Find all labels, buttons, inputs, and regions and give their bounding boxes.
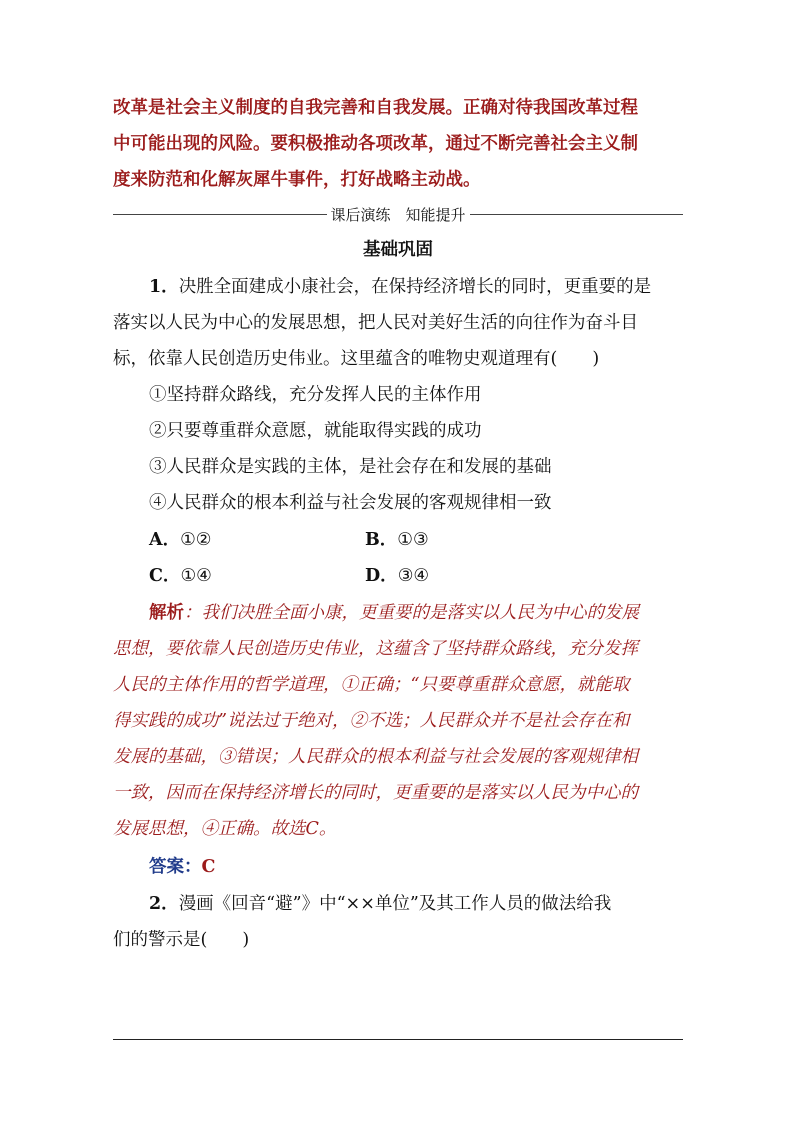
option-d bbox=[365, 564, 429, 588]
intro-line: 中可能出现的风险。要积极推动各项改革，通过不断完善社会主义制 bbox=[113, 134, 638, 154]
option-b bbox=[365, 528, 429, 552]
question-2-text: 漫画《回音“避”》中“××单位”及其工作人员的做法给我 bbox=[178, 894, 612, 914]
statement-3: ③人民群众是实践的主体，是社会存在和发展的基础 bbox=[149, 457, 552, 477]
section-title: 基础巩固 bbox=[363, 240, 433, 260]
statement-1: ①坚持群众路线，充分发挥人民的主体作用 bbox=[149, 385, 482, 405]
option-letter: A． bbox=[149, 530, 181, 550]
analysis-line: 发展的基础，③错误；人民群众的根本利益与社会发展的客观规律相 bbox=[113, 747, 638, 767]
analysis-line: 思想，要依靠人民创造历史伟业，这蕴含了坚持群众路线，充分发挥 bbox=[113, 639, 638, 659]
answer-line bbox=[113, 855, 719, 879]
question-1-number: 1． bbox=[149, 277, 179, 297]
intro-line: 度来防范和化解灰犀牛事件，打好战略主动战。 bbox=[113, 170, 481, 190]
intro-line: 改革是社会主义制度的自我完善和自我发展。正确对待我国改革过程 bbox=[113, 98, 638, 118]
analysis-line bbox=[113, 601, 719, 625]
analysis-line: 一致，因而在保持经济增长的同时，更重要的是落实以人民为中心的 bbox=[113, 783, 638, 803]
analysis-line: 得实践的成功”说法过于绝对，②不选；人民群众并不是社会存在和 bbox=[113, 711, 630, 731]
answer-label: 答案： bbox=[149, 857, 202, 877]
statement-2: ②只要尊重群众意愿，就能取得实践的成功 bbox=[149, 421, 482, 441]
option-c bbox=[149, 564, 212, 588]
option-a bbox=[149, 528, 211, 552]
question-1-text: 决胜全面建成小康社会，在保持经济增长的同时，更重要的是 bbox=[178, 277, 652, 297]
divider-title: 课后演练 知能提升 bbox=[330, 205, 466, 224]
option-value: ③④ bbox=[397, 566, 430, 586]
analysis-line: 人民的主体作用的哲学道理，①正确；“只要尊重群众意愿，就能取 bbox=[113, 675, 630, 695]
question-1-line bbox=[113, 275, 719, 299]
divider-rule-left bbox=[113, 214, 327, 215]
divider-rule-right bbox=[470, 214, 684, 215]
analysis-label: 解析 bbox=[149, 603, 184, 623]
option-value: ①② bbox=[180, 530, 212, 550]
option-letter: B． bbox=[365, 530, 398, 550]
statement-4: ④人民群众的根本利益与社会发展的客观规律相一致 bbox=[149, 493, 552, 513]
section-divider bbox=[113, 202, 683, 226]
option-letter: D． bbox=[365, 566, 398, 586]
question-2-line: 们的警示是( ) bbox=[113, 930, 250, 950]
question-1-line: 标，依靠人民创造历史伟业。这里蕴含的唯物史观道理有( ) bbox=[113, 349, 600, 369]
question-2-number: 2． bbox=[149, 894, 179, 914]
question-1-line: 落实以人民为中心的发展思想，把人民对美好生活的向往作为奋斗目 bbox=[113, 313, 638, 333]
option-letter: C． bbox=[149, 566, 181, 586]
question-2-line bbox=[113, 892, 719, 916]
answer-value: C bbox=[201, 857, 216, 877]
analysis-text: ：我们决胜全面小康，更重要的是落实以人民为中心的发展 bbox=[184, 603, 639, 623]
footer-divider bbox=[113, 1039, 683, 1040]
option-value: ①③ bbox=[397, 530, 429, 550]
option-value: ①④ bbox=[180, 566, 212, 586]
analysis-line: 发展思想，④正确。故选C。 bbox=[113, 819, 337, 839]
